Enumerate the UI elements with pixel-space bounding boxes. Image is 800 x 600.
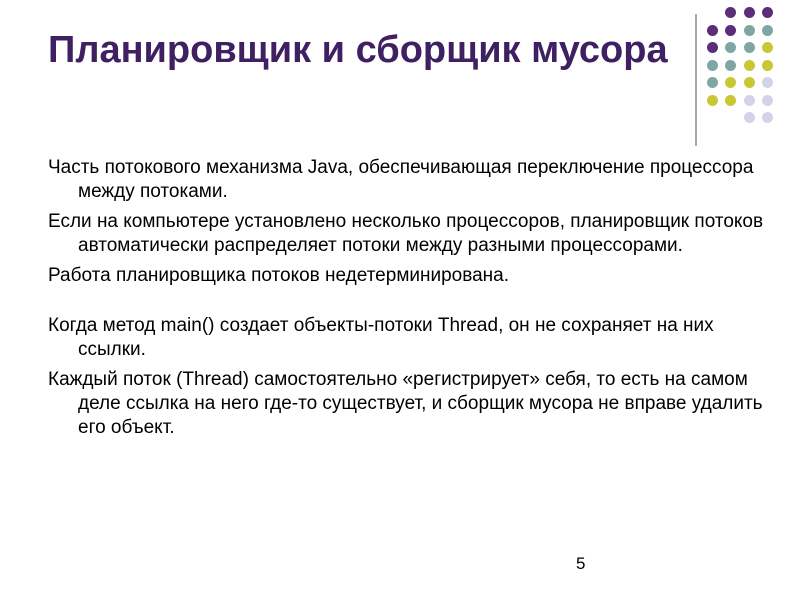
- decorative-dot-purple: [725, 25, 736, 36]
- paragraph-main-method: Когда метод main() создает объекты-потоки Thread, он не сохраняет на них ссылки.: [48, 315, 714, 360]
- decorative-dot-lavender: [762, 112, 773, 123]
- slide-title: Планировщик и сборщик мусора: [48, 29, 668, 71]
- decorative-dot-purple: [744, 7, 755, 18]
- decorative-dot-teal: [707, 60, 718, 71]
- decorative-dot-teal: [707, 77, 718, 88]
- decorative-dot-yellow: [707, 95, 718, 106]
- decorative-dot-lavender: [762, 77, 773, 88]
- decorative-dot-lavender: [762, 95, 773, 106]
- decorative-dot-yellow: [762, 60, 773, 71]
- decorative-dot-purple: [762, 7, 773, 18]
- decorative-dot-yellow: [762, 42, 773, 53]
- decorative-dot-yellow: [725, 77, 736, 88]
- slide-body: [48, 156, 778, 446]
- paragraph-thread-registration: Каждый поток (Thread) самостоятельно «регистрирует» себя, то есть на самом деле ссылка на него где-то существует, и сборщик мусора не вправе удалить его объект.: [48, 369, 763, 438]
- decorative-dot-lavender: [744, 112, 755, 123]
- decorative-dot-teal: [725, 42, 736, 53]
- vertical-divider: [695, 14, 697, 146]
- paragraph-nondeterministic: Работа планировщика потоков недетерминирована.: [48, 265, 510, 286]
- decorative-dot-yellow: [725, 95, 736, 106]
- decorative-dot-teal: [762, 25, 773, 36]
- decorative-dot-yellow: [744, 77, 755, 88]
- paragraph-multiprocessor: Если на компьютере установлено несколько процессоров, планировщик потоков автоматически распределяет потоки между разными процессорами.: [48, 211, 764, 256]
- decorative-dot-grid: [704, 7, 784, 137]
- decorative-dot-purple: [707, 42, 718, 53]
- decorative-dot-lavender: [744, 95, 755, 106]
- decorative-dot-purple: [725, 7, 736, 18]
- decorative-dot-teal: [744, 42, 755, 53]
- decorative-dot-teal: [744, 25, 755, 36]
- decorative-dot-teal: [725, 60, 736, 71]
- paragraph-scheduler-definition: Часть потокового механизма Java, обеспечивающая переключение процессора между потоками.: [48, 157, 754, 202]
- decorative-dot-yellow: [744, 60, 755, 71]
- page-number: 5: [576, 554, 586, 573]
- decorative-dot-purple: [707, 25, 718, 36]
